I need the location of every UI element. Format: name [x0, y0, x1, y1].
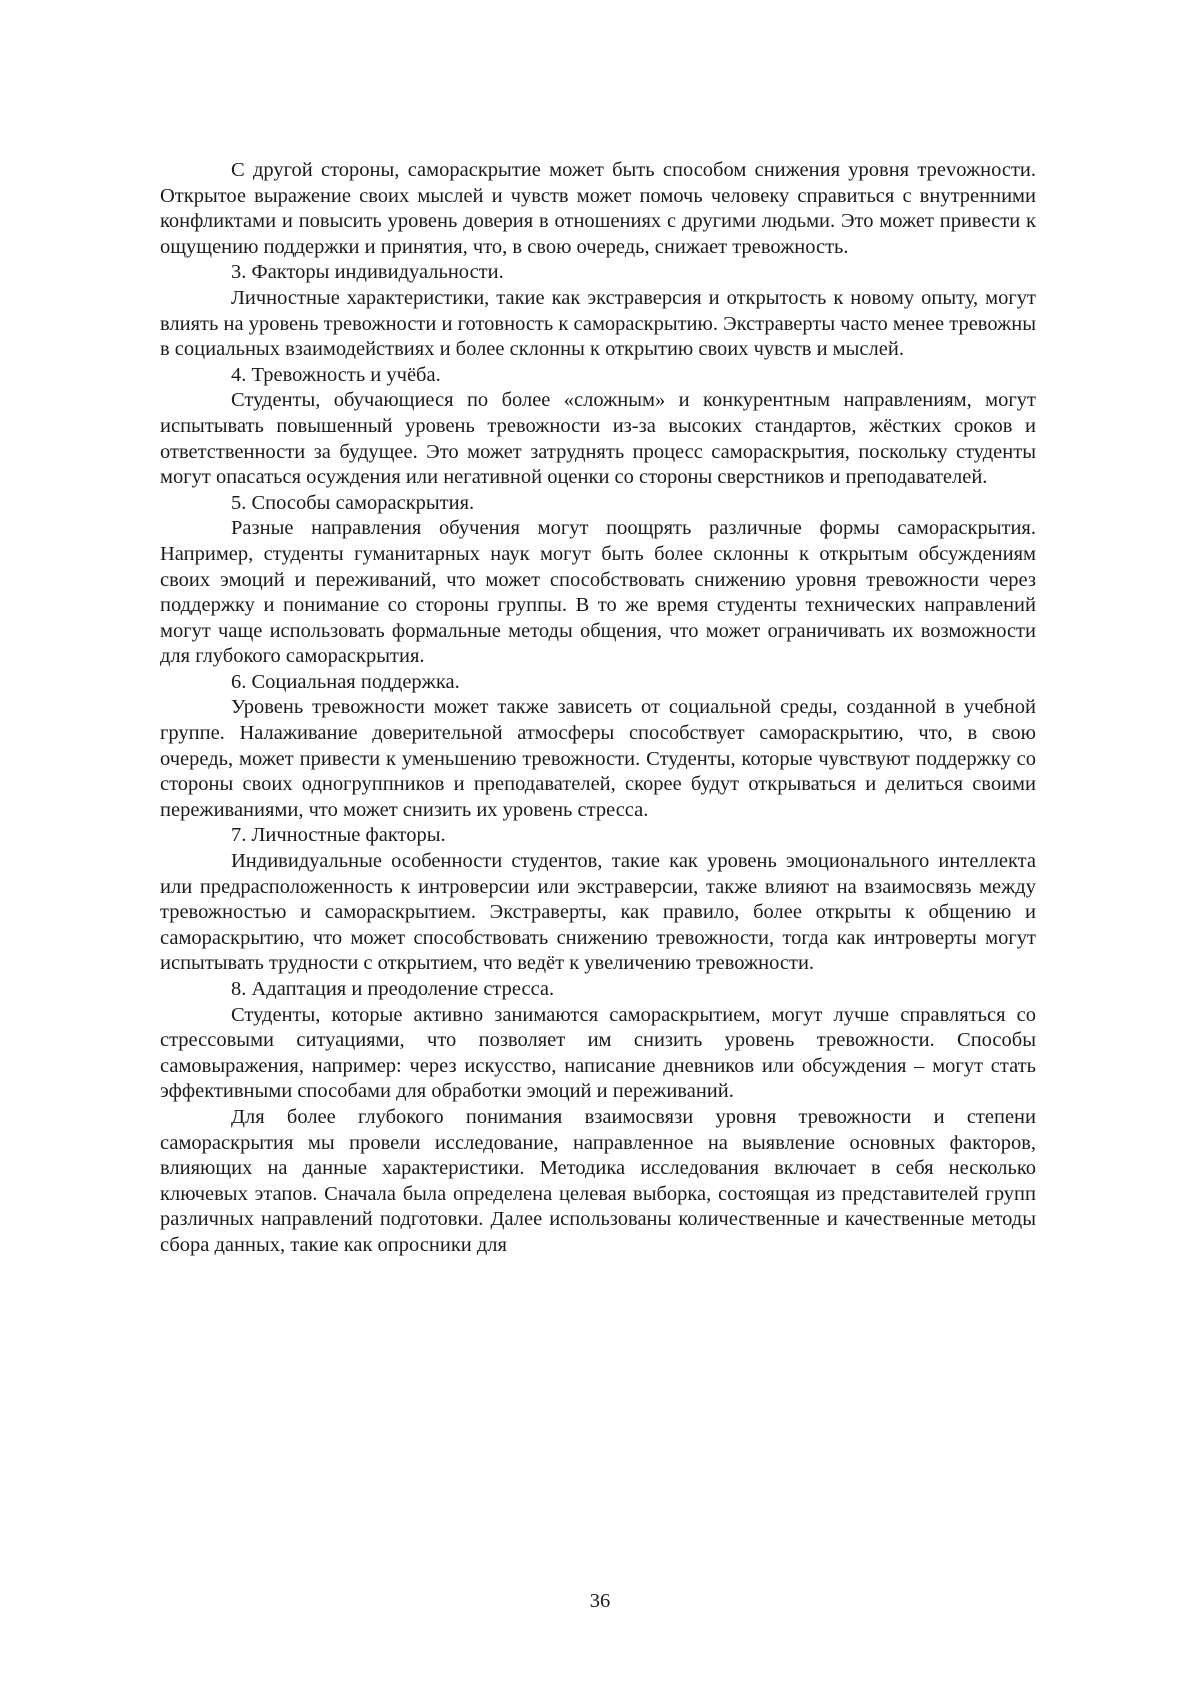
section-heading: 8. Адаптация и преодоление стресса.	[160, 977, 1036, 1003]
section-heading: 6. Социальная поддержка.	[160, 670, 1036, 696]
paragraph: Студенты, которые активно занимаются самораскрытием, могут лучше справ­ляться со стрессовыми ситуациями, что позволяет им снизить уровень тревожности. Способы самовыражения, например: через искусство, написание дневников или об­суждения – могут стать эффективными способами для обработки эмоций и пережи­ваний.	[160, 1003, 1036, 1105]
paragraph: Студенты, обучающиеся по более «сложным» и конкурентным направлениям, могут испытывать повышенный уровень тревожности из-за высоких стандартов, жёстких сроков и ответственности за будущее. Это может затруднять процесс само­раскрытия, поскольку студенты могут опасаться осуждения или негативной оценки со стороны сверстников и преподавателей.	[160, 388, 1036, 490]
paragraph: С другой стороны, самораскрытие может быть способом снижения уровня тре­vожности. Открытое выражение своих мыслей и чувств может помочь человеку спра­виться с внутренними конфликтами и повысить уровень доверия в отношениях с дру­гими людьми. Это может привести к ощущению поддержки и принятия, что, в свою очередь, снижает тревожность.	[160, 158, 1036, 260]
paragraph: Для более глубокого понимания взаимосвязи уровня тревожности и степени самораскрытия мы провели исследование, направленное на выявление основных фак­торов, влияющих на данные характеристики. Методика исследования включает в себя несколько ключевых этапов. Сначала была определена целевая выборка, состо­ящая из представителей групп различных направлений подготовки. Далее использо­ваны количественные и качественные методы сбора данных, такие как опросники для	[160, 1105, 1036, 1259]
section-heading: 3. Факторы индивидуальности.	[160, 260, 1036, 286]
paragraph: Разные направления обучения могут поощрять различные формы самораскры­тия. Например, студенты гуманитарных наук могут быть более склонны к открытым обсуждениям своих эмоций и переживаний, что может способствовать снижению уровня тревожности через поддержку и понимание со стороны группы. В то же время студенты технических направлений могут чаще использовать формальные методы общения, что может ограничивать их возможности для глубокого самораскрытия.	[160, 516, 1036, 670]
page-body	[160, 158, 1036, 1259]
section-heading: 5. Способы самораскрытия.	[160, 491, 1036, 517]
page-number: 36	[0, 1590, 1200, 1613]
paragraph: Личностные характеристики, такие как экстраверсия и открытость к новому опыту, могут влиять на уровень тревожности и готовность к самораскрытию. Экстра­верты часто менее тревожны в социальных взаимодействиях и более склонны к от­крытию своих чувств и мыслей.	[160, 286, 1036, 363]
section-heading: 4. Тревожность и учёба.	[160, 363, 1036, 389]
section-heading: 7. Личностные факторы.	[160, 823, 1036, 849]
paragraph: Уровень тревожности может также зависеть от социальной среды, созданной в учебной группе. Налаживание доверительной атмосферы способствует саморас­крытию, что, в свою очередь, может привести к уменьшению тревожности. Студенты, которые чувствуют поддержку со стороны своих одногруппников и преподавателей, скорее будут открываться и делиться своими переживаниями, что может снизить их уровень стресса.	[160, 695, 1036, 823]
paragraph: Индивидуальные особенности студентов, такие как уровень эмоционального интеллекта или предрасположенность к интроверсии или экстраверсии, также влияют на взаимосвязь между тревожностью и самораскрытием. Экстраверты, как правило, более открыты к общению и самораскрытию, что может способствовать снижению тревожности, тогда как интроверты могут испытывать трудности с открытием, что ведёт к увеличению тревожности.	[160, 849, 1036, 977]
